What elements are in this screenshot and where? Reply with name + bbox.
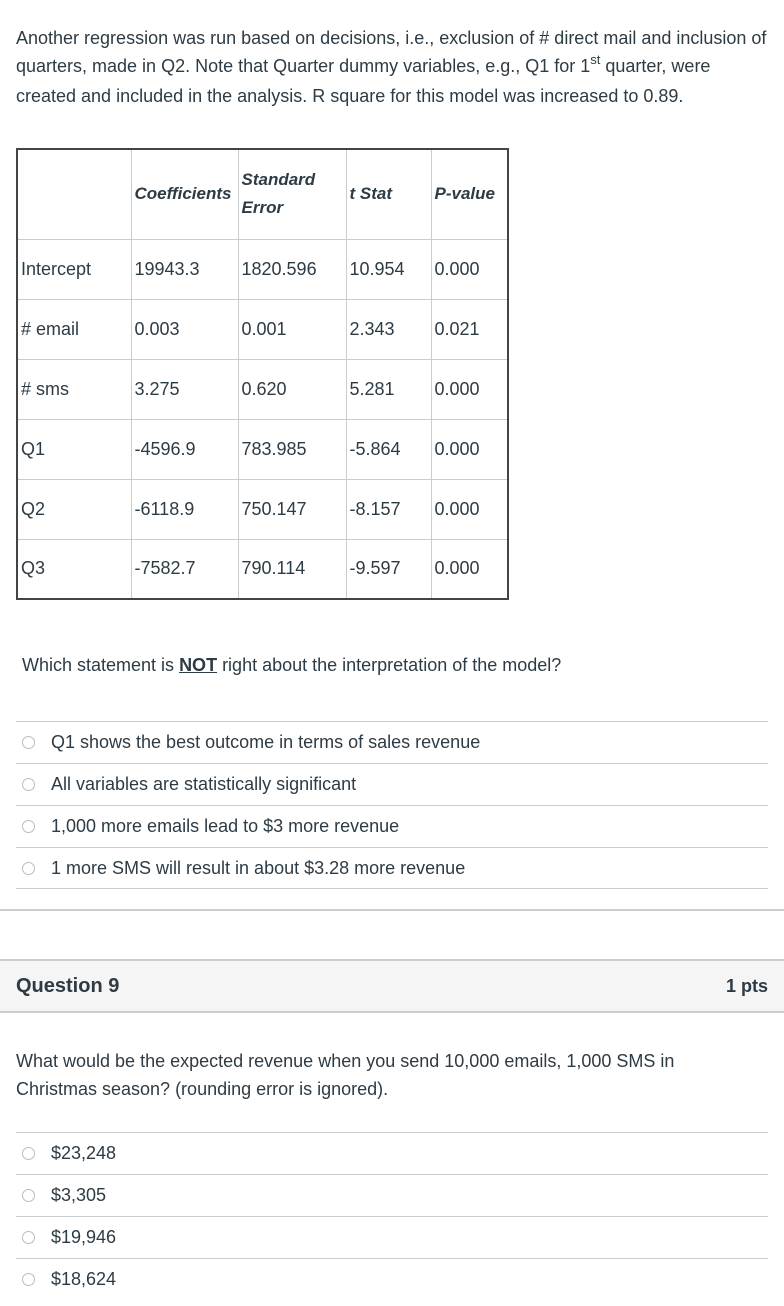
table-cell: Q3 <box>17 539 131 599</box>
table-cell: -9.597 <box>346 539 431 599</box>
table-header-cell: Coefficients <box>131 149 238 239</box>
answer-option[interactable] <box>16 1132 768 1174</box>
table-cell: 19943.3 <box>131 239 238 299</box>
answer-option[interactable] <box>16 1216 768 1258</box>
table-cell: -8.157 <box>346 479 431 539</box>
regression-table <box>16 148 509 600</box>
table-header-row <box>17 149 508 239</box>
table-cell: 10.954 <box>346 239 431 299</box>
answer-option[interactable] <box>16 1174 768 1216</box>
question9-answer-list <box>16 1132 768 1300</box>
table-cell: -6118.9 <box>131 479 238 539</box>
radio-unchecked-icon[interactable] <box>22 862 35 875</box>
table-cell: 3.275 <box>131 359 238 419</box>
table-cell: 5.281 <box>346 359 431 419</box>
question9-prompt: What would be the expected revenue when you send 10,000 emails, 1,000 SMS in Christmas season? (rounding error is ignored). <box>16 1051 675 1099</box>
intro-superscript: st <box>590 52 601 67</box>
answer-label: $19,946 <box>51 1227 117 1247</box>
answer-label: 1 more SMS will result in about $3.28 more revenue <box>51 857 466 878</box>
radio-unchecked-icon[interactable] <box>22 1231 35 1244</box>
answer-label: $18,624 <box>51 1269 117 1289</box>
table-cell: 0.001 <box>238 299 346 359</box>
table-cell: 0.000 <box>431 539 508 599</box>
table-cell: 0.000 <box>431 359 508 419</box>
table-cell: # email <box>17 299 131 359</box>
table-row <box>17 299 508 359</box>
answer-label: All variables are statistically significant <box>51 774 357 794</box>
table-header-cell <box>17 149 131 239</box>
question8-answer-list <box>16 721 768 889</box>
intro-text-part2: quarter, were created and included in the analysis. R square for this model was increased to 0.89. <box>16 56 711 106</box>
table-cell: 0.000 <box>431 419 508 479</box>
question-intro-text <box>16 24 768 110</box>
question9-points: 1 pts <box>725 975 768 996</box>
table-row <box>17 479 508 539</box>
question8-prompt-before: Which statement is <box>22 655 180 675</box>
table-cell: 0.000 <box>431 239 508 299</box>
radio-unchecked-icon[interactable] <box>22 736 35 749</box>
table-cell: Q1 <box>17 419 131 479</box>
radio-unchecked-icon[interactable] <box>22 1273 35 1286</box>
answer-label: $3,305 <box>51 1185 107 1205</box>
answer-option[interactable] <box>16 1258 768 1300</box>
table-header-cell: t Stat <box>346 149 431 239</box>
answer-label: 1,000 more emails lead to $3 more revenue <box>51 816 400 836</box>
answer-option[interactable] <box>16 847 768 889</box>
table-cell: 790.114 <box>238 539 346 599</box>
table-row <box>17 239 508 299</box>
question-divider <box>0 909 784 911</box>
question8-prompt-emphasis: NOT <box>179 655 218 675</box>
answer-label: $23,248 <box>51 1143 117 1163</box>
table-cell: Intercept <box>17 239 131 299</box>
table-cell: 0.021 <box>431 299 508 359</box>
question9-header <box>0 959 784 1013</box>
table-cell: 0.620 <box>238 359 346 419</box>
table-row <box>17 419 508 479</box>
table-cell: -7582.7 <box>131 539 238 599</box>
question8-prompt-after: right about the interpretation of the model? <box>217 655 562 675</box>
answer-option[interactable] <box>16 721 768 763</box>
radio-unchecked-icon[interactable] <box>22 1189 35 1202</box>
table-cell: -4596.9 <box>131 419 238 479</box>
table-cell: 750.147 <box>238 479 346 539</box>
table-header-cell: P-value <box>431 149 508 239</box>
table-row <box>17 359 508 419</box>
intro-text-part1: Another regression was run based on decisions, i.e., exclusion of # direct mail and inclusion of quarters, made in Q2. Note that Quarter dummy variables, e.g., Q1 for 1 <box>16 28 767 76</box>
table-cell: -5.864 <box>346 419 431 479</box>
table-header-cell: Standard Error <box>238 149 346 239</box>
question9-title: Question 9 <box>16 974 120 997</box>
answer-label: Q1 shows the best outcome in terms of sales revenue <box>51 732 481 752</box>
table-cell: 2.343 <box>346 299 431 359</box>
table-cell: 783.985 <box>238 419 346 479</box>
table-cell: # sms <box>17 359 131 419</box>
radio-unchecked-icon[interactable] <box>22 778 35 791</box>
table-cell: 0.000 <box>431 479 508 539</box>
table-cell: 1820.596 <box>238 239 346 299</box>
table-row <box>17 539 508 599</box>
answer-option[interactable] <box>16 805 768 847</box>
question8-prompt <box>22 652 561 678</box>
radio-unchecked-icon[interactable] <box>22 1147 35 1160</box>
answer-option[interactable] <box>16 763 768 805</box>
table-cell: Q2 <box>17 479 131 539</box>
table-cell: 0.003 <box>131 299 238 359</box>
radio-unchecked-icon[interactable] <box>22 820 35 833</box>
